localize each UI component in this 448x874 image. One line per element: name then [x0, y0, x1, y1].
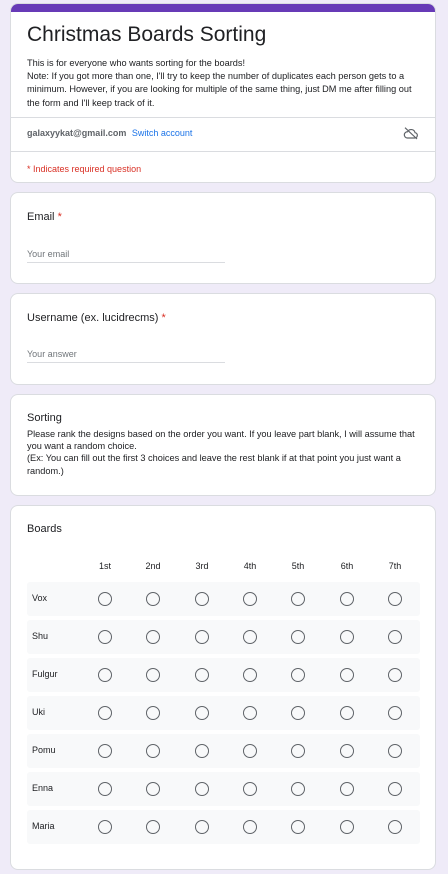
sorting-description	[27, 428, 423, 477]
grid-row-vox	[27, 582, 420, 616]
radio-maria-6th[interactable]	[340, 820, 354, 834]
divider	[11, 151, 435, 152]
radio-enna-6th[interactable]	[340, 782, 354, 796]
email-question-title	[27, 211, 62, 223]
username-question-title	[27, 312, 166, 324]
radio-maria-2nd[interactable]	[146, 820, 160, 834]
radio-uki-3rd[interactable]	[195, 706, 209, 720]
radio-vox-6th[interactable]	[340, 592, 354, 606]
radio-enna-7th[interactable]	[388, 782, 402, 796]
question-title-text: Username (ex. lucidrecms)	[27, 312, 159, 324]
radio-maria-5th[interactable]	[291, 820, 305, 834]
radio-shu-4th[interactable]	[243, 630, 257, 644]
radio-enna-5th[interactable]	[291, 782, 305, 796]
username-input[interactable]	[27, 349, 225, 363]
form-title: Christmas Boards Sorting	[27, 23, 267, 46]
boards-question-card	[10, 505, 436, 870]
radio-pomu-2nd[interactable]	[146, 744, 160, 758]
grid-column-label: 2nd	[145, 561, 161, 571]
radio-shu-1st[interactable]	[98, 630, 112, 644]
radio-fulgur-6th[interactable]	[340, 668, 354, 682]
form-description-line: This is for everyone who wants sorting for the boards!	[27, 58, 246, 68]
radio-vox-7th[interactable]	[388, 592, 402, 606]
grid-row-label: Vox	[32, 593, 48, 603]
grid-row-label: Uki	[32, 707, 45, 717]
radio-pomu-6th[interactable]	[340, 744, 354, 758]
email-input[interactable]	[27, 249, 225, 263]
divider	[11, 117, 435, 118]
radio-vox-2nd[interactable]	[146, 592, 160, 606]
sorting-description-line: Please rank the designs based on the order you want. If you leave part blank, I will assume that you want a random choice.	[27, 429, 415, 452]
grid-row-label: Maria	[32, 821, 55, 831]
radio-vox-3rd[interactable]	[195, 592, 209, 606]
grid-row-label: Shu	[32, 631, 49, 641]
sorting-title: Sorting	[27, 412, 62, 424]
grid-column-label: 5th	[291, 561, 305, 571]
radio-fulgur-1st[interactable]	[98, 668, 112, 682]
grid-row-fulgur	[27, 658, 420, 692]
radio-enna-3rd[interactable]	[195, 782, 209, 796]
question-title-text: Email	[27, 211, 55, 223]
grid-row-shu	[27, 620, 420, 654]
radio-fulgur-2nd[interactable]	[146, 668, 160, 682]
radio-pomu-5th[interactable]	[291, 744, 305, 758]
radio-uki-6th[interactable]	[340, 706, 354, 720]
radio-maria-7th[interactable]	[388, 820, 402, 834]
accent-bar	[11, 4, 435, 12]
boards-title: Boards	[27, 523, 62, 535]
radio-vox-1st[interactable]	[98, 592, 112, 606]
radio-shu-6th[interactable]	[340, 630, 354, 644]
username-question-card	[10, 293, 436, 385]
radio-uki-1st[interactable]	[98, 706, 112, 720]
radio-uki-2nd[interactable]	[146, 706, 160, 720]
radio-fulgur-7th[interactable]	[388, 668, 402, 682]
account-info	[27, 128, 192, 138]
boards-grid	[27, 556, 420, 844]
grid-column-label: 6th	[340, 561, 354, 571]
required-note: * Indicates required question	[27, 164, 142, 174]
radio-maria-3rd[interactable]	[195, 820, 209, 834]
radio-shu-7th[interactable]	[388, 630, 402, 644]
radio-fulgur-4th[interactable]	[243, 668, 257, 682]
required-star: *	[57, 211, 62, 223]
radio-uki-7th[interactable]	[388, 706, 402, 720]
radio-enna-4th[interactable]	[243, 782, 257, 796]
grid-row-label: Pomu	[32, 745, 56, 755]
radio-pomu-1st[interactable]	[98, 744, 112, 758]
grid-header-row	[27, 556, 420, 578]
account-email: galaxyykat@gmail.com	[27, 128, 127, 138]
radio-maria-1st[interactable]	[98, 820, 112, 834]
radio-pomu-3rd[interactable]	[195, 744, 209, 758]
radio-pomu-4th[interactable]	[243, 744, 257, 758]
sorting-section-card	[10, 394, 436, 496]
radio-enna-2nd[interactable]	[146, 782, 160, 796]
radio-pomu-7th[interactable]	[388, 744, 402, 758]
switch-account-link[interactable]: Switch account	[131, 128, 193, 138]
radio-vox-5th[interactable]	[291, 592, 305, 606]
radio-uki-4th[interactable]	[243, 706, 257, 720]
sorting-description-line: (Ex: You can fill out the first 3 choices and leave the rest blank if at that point you just want a random.)	[27, 453, 401, 476]
radio-fulgur-3rd[interactable]	[195, 668, 209, 682]
radio-fulgur-5th[interactable]	[291, 668, 305, 682]
radio-shu-5th[interactable]	[291, 630, 305, 644]
email-question-card	[10, 192, 436, 284]
grid-row-pomu	[27, 734, 420, 768]
grid-column-label: 1st	[98, 561, 111, 571]
radio-shu-2nd[interactable]	[146, 630, 160, 644]
grid-column-label: 7th	[388, 561, 402, 571]
radio-maria-4th[interactable]	[243, 820, 257, 834]
required-star: *	[161, 312, 166, 324]
radio-vox-4th[interactable]	[243, 592, 257, 606]
grid-row-enna	[27, 772, 420, 806]
form-header-card	[10, 3, 436, 183]
cloud-off-icon	[403, 126, 419, 140]
radio-shu-3rd[interactable]	[195, 630, 209, 644]
form-description	[27, 57, 423, 110]
grid-row-label: Fulgur	[32, 669, 58, 679]
radio-uki-5th[interactable]	[291, 706, 305, 720]
grid-row-label: Enna	[32, 783, 54, 793]
grid-row-uki	[27, 696, 420, 730]
grid-column-label: 4th	[243, 561, 257, 571]
form-description-line: Note: If you got more than one, I'll try to keep the number of duplicates each person gets to a minimum. However, if you are looking for multiple of the same thing, just DM me after filling out the form and I'll keep track of it.	[27, 71, 412, 108]
radio-enna-1st[interactable]	[98, 782, 112, 796]
grid-column-label: 3rd	[195, 561, 209, 571]
grid-row-maria	[27, 810, 420, 844]
